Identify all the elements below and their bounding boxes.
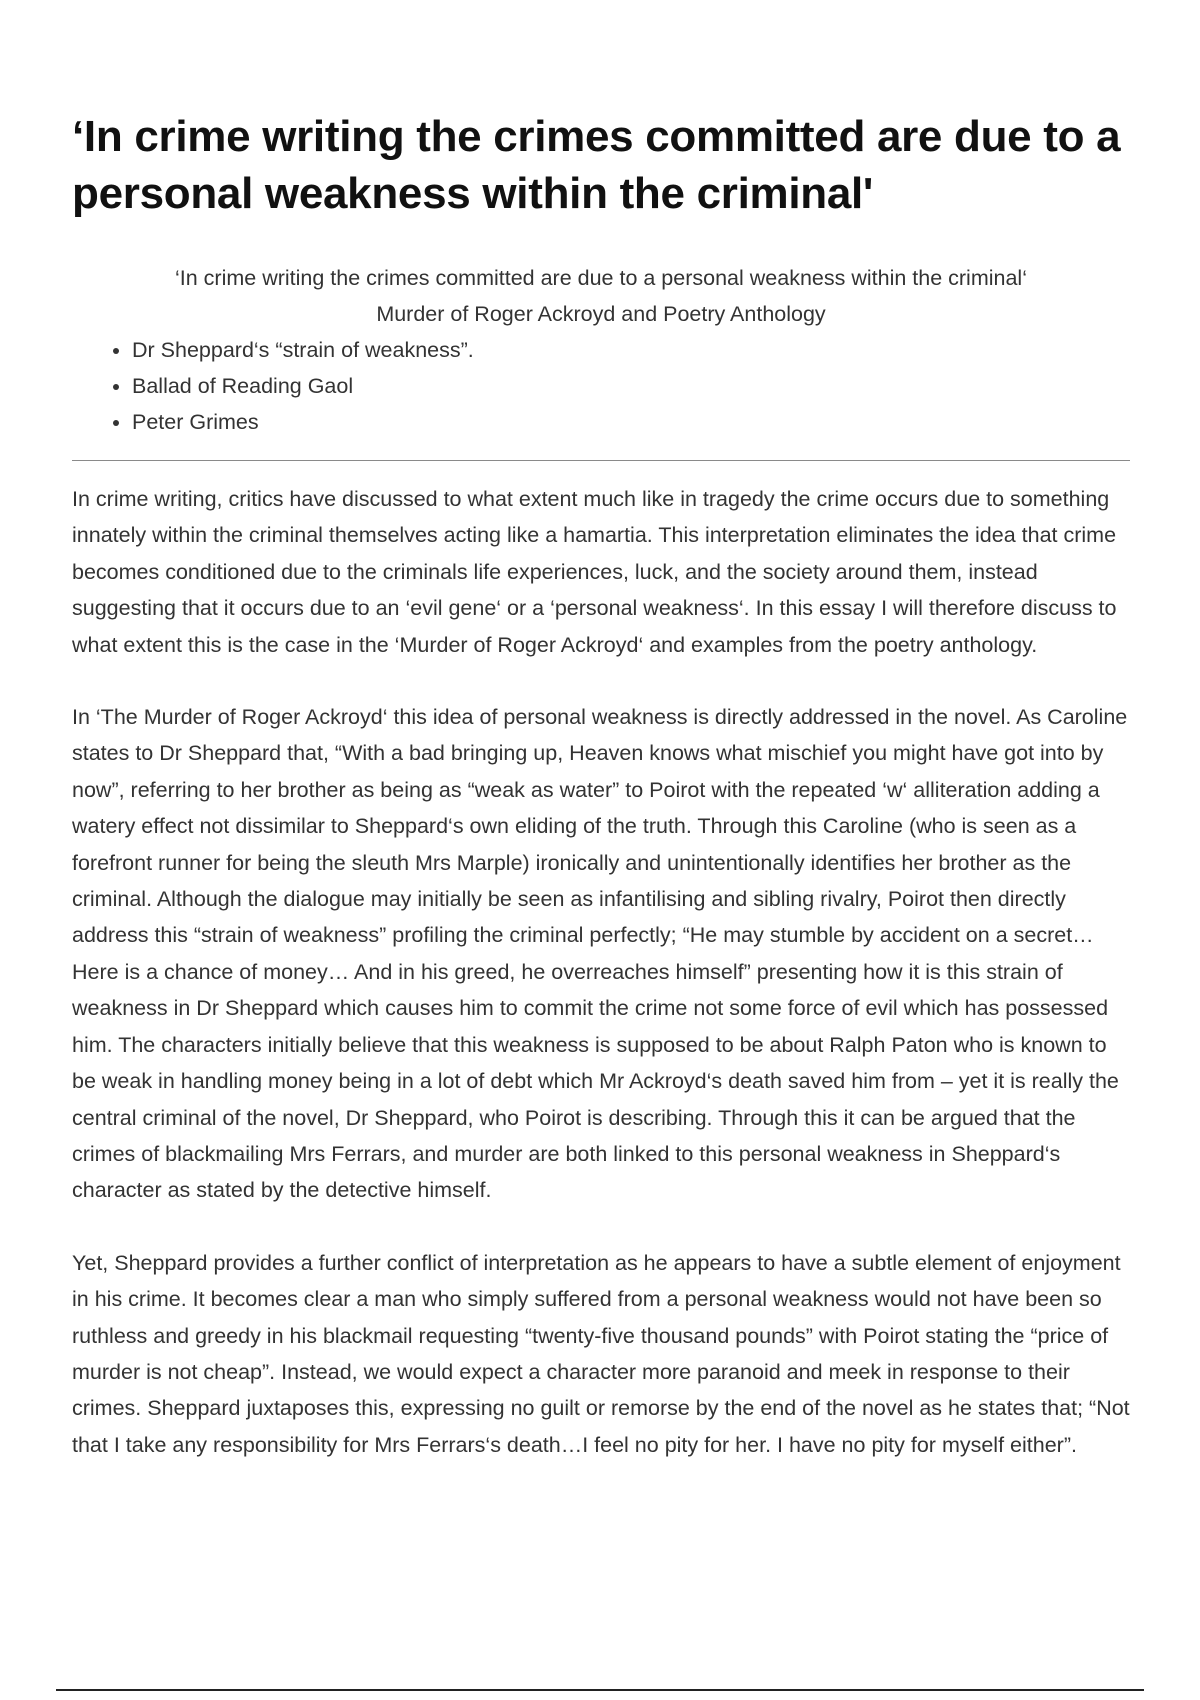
paragraph-counterpoint: Yet, Sheppard provides a further conflict of interpretation as he appears to have a subtle element of enjoyment in his crime. It becomes clear a man who simply suffered from a personal weakness would not have been so ruthless and greedy in his blackmail requesting “twenty-five thousand pounds” with Poirot stating the “price of murder is not cheap”. Instead, we would expect a character more paranoid and meek in response to their crimes. Sheppard juxtaposes this, expressing no guilt or remorse by the end of the novel as he states that; “Not that I take any responsibility for Mrs Ferrars‘s death…I feel no pity for her. I have no pity for myself either”. bbox=[72, 1250, 1130, 1457]
bullet-list bbox=[72, 332, 1130, 440]
paragraph-weakness: In ‘The Murder of Roger Ackroyd‘ this idea of personal weakness is directly addressed in the novel. As Caroline states to Dr Sheppard that, “With a bad bringing up, Heaven knows what mischief you might have got into by now”, referring to her brother as being as “weak as water” to Poirot with the repeated ‘w‘ alliteration adding a watery effect not dissimilar to Sheppard‘s own eliding of the truth. Through this Caroline (who is seen as a forefront runner for being the sleuth Mrs Marple) ironically and unintentionally identifies her brother as the criminal. Although the dialogue may initially be seen as infantilising and sibling rivalry, Poirot then directly address this “strain of weakness” profiling the criminal perfectly; “He may stumble by accident on a secret… Here is a chance of money… And in his greed, he overreaches himself” presenting how it is this strain of weakness in Dr Sheppard which causes him to commit the crime not some force of evil which has possessed him. The characters initially believe that this weakness is supposed to be about Ralph Paton who is known to be weak in handling money being in a lot of debt which Mr Ackroyd‘s death saved him from – yet it is really the central criminal of the novel, Dr Sheppard, who Poirot is describing. Through this it can be argued that the crimes of blackmailing Mrs Ferrars, and murder are both linked to this personal weakness in Sheppard‘s character as stated by the detective himself. bbox=[72, 705, 1128, 1203]
essay-header bbox=[72, 260, 1130, 332]
document-page bbox=[72, 108, 1130, 1499]
document-title: ‘In crime writing the crimes committed are due to a personal weakness within the criminal' bbox=[72, 112, 1121, 218]
paragraph-intro: In crime writing, critics have discussed to what extent much like in tragedy the crime occurs due to something innately within the criminal themselves acting like a hamartia. This interpretation eliminates the idea that crime becomes conditioned due to the criminals life experiences, luck, and the society around them, instead suggesting that it occurs due to an ‘evil gene‘ or a ‘personal weakness‘. In this essay I will therefore discuss to what extent this is the case in the ‘Murder of Roger Ackroyd‘ and examples from the poetry anthology. bbox=[72, 487, 1117, 657]
essay-question-line: ‘In crime writing the crimes committed are due to a personal weakness within the criminal‘ bbox=[175, 266, 1027, 290]
section-divider bbox=[72, 460, 1130, 461]
essay-texts-line: Murder of Roger Ackroyd and Poetry Anthology bbox=[376, 302, 826, 326]
essay-body bbox=[72, 481, 1130, 1463]
list-item: • Peter Grimes bbox=[132, 404, 1130, 440]
list-item: • Dr Sheppard‘s “strain of weakness”. bbox=[132, 332, 1130, 368]
list-item: • Ballad of Reading Gaol bbox=[132, 368, 1130, 404]
page-bottom-rule bbox=[56, 1689, 1144, 1691]
